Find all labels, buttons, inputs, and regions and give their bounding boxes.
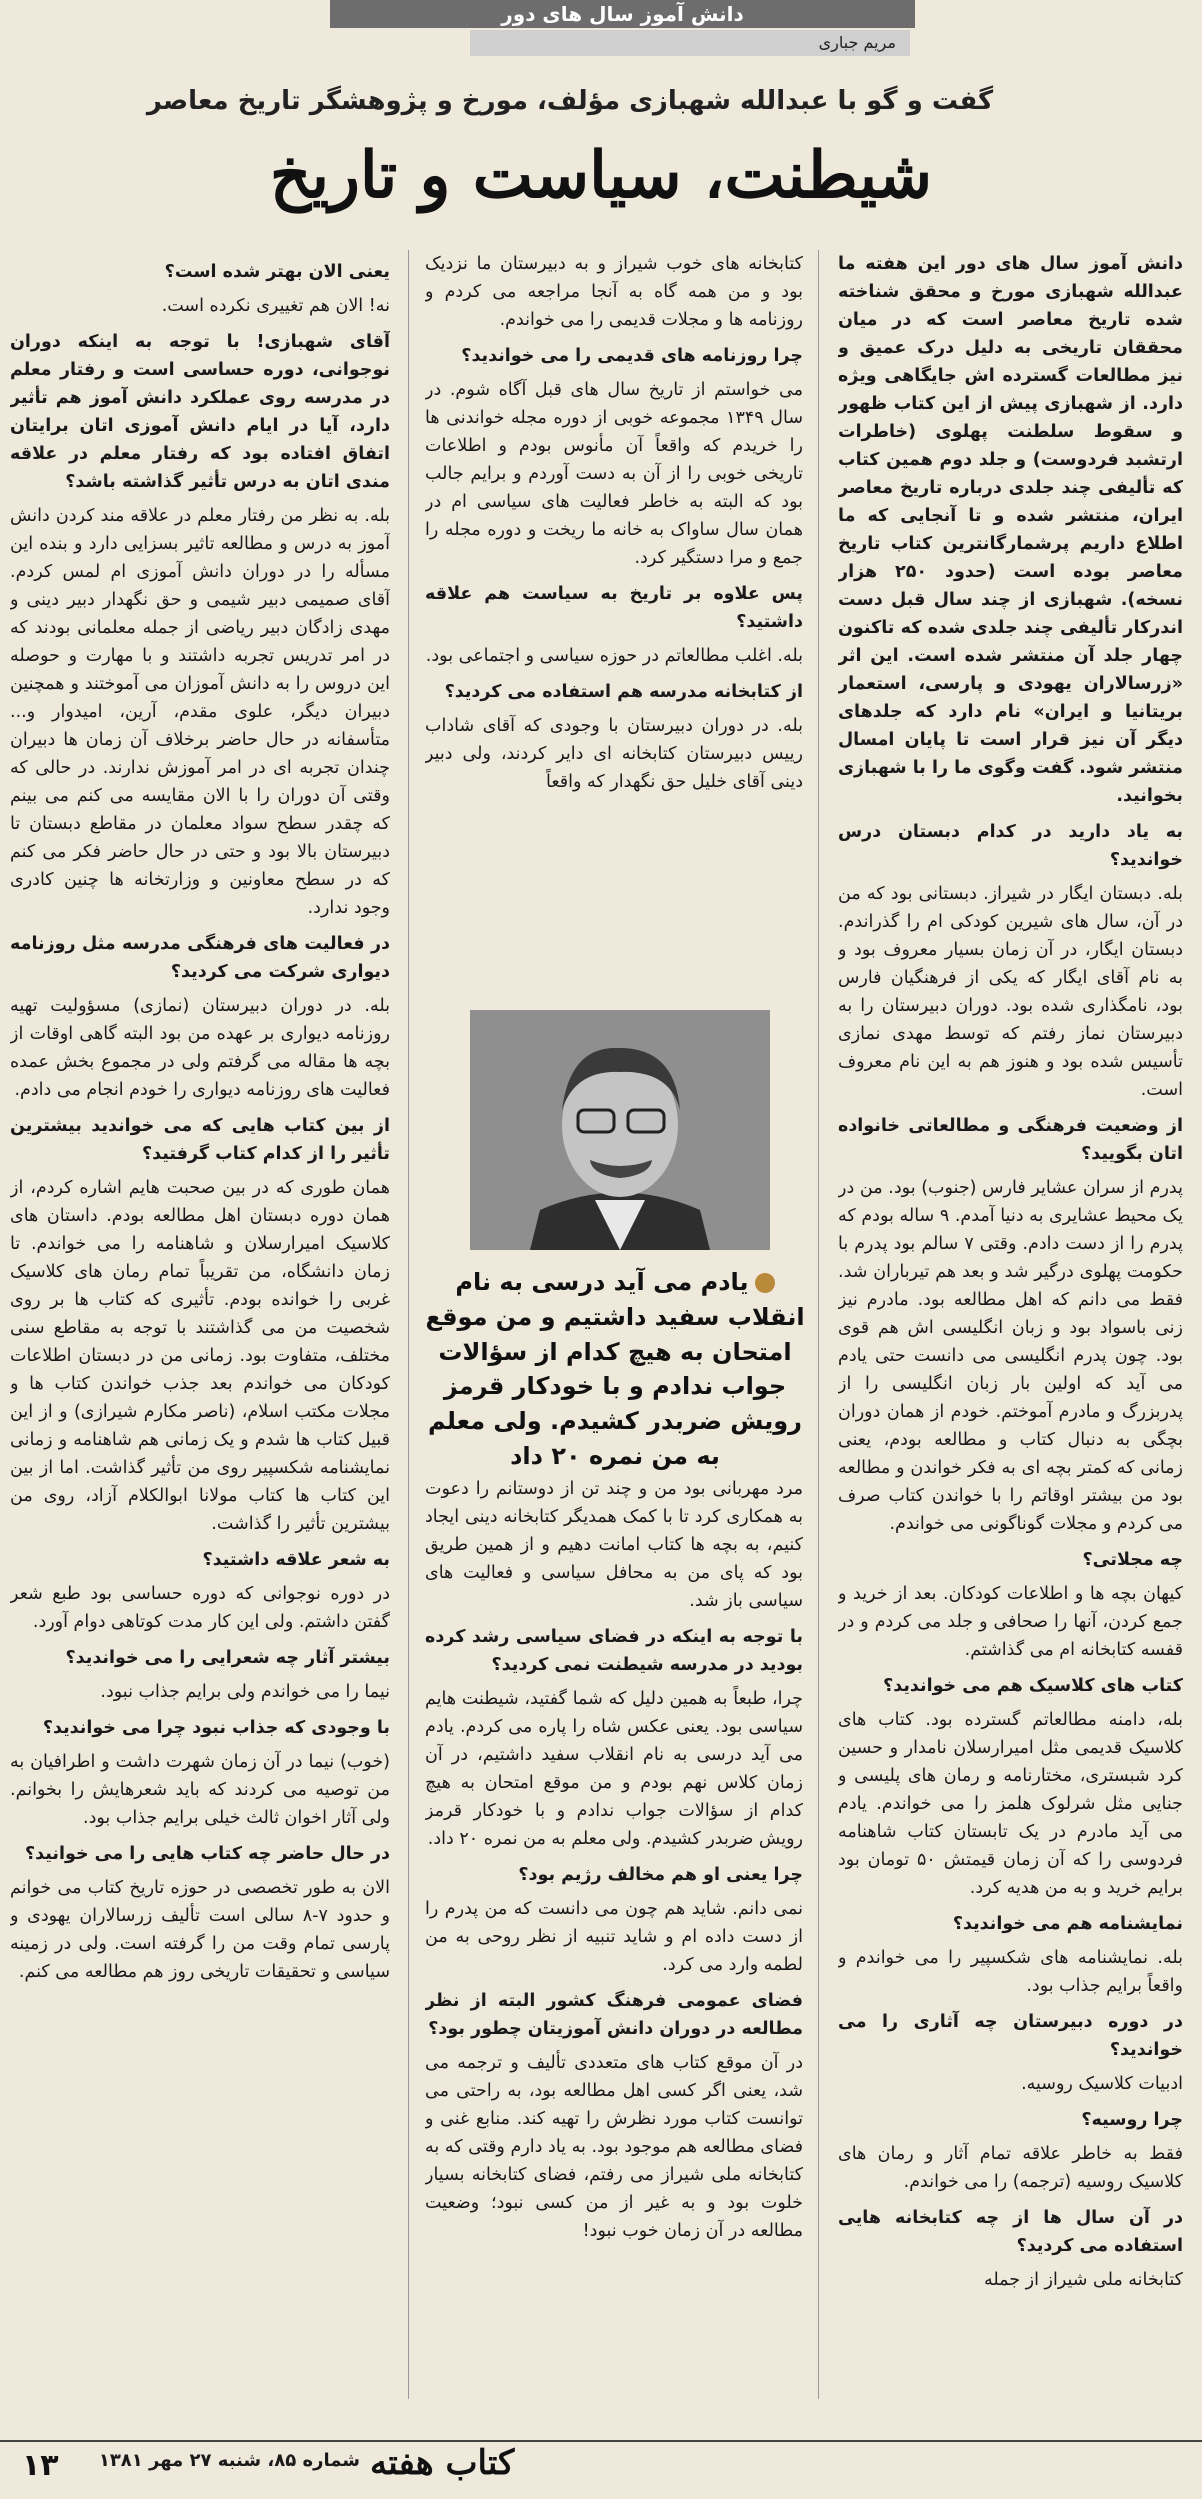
answer: فقط به خاطر علاقه تمام آثار و رمان های کلاسیک روسیه (ترجمه) را می خواندم. [838,2144,1183,2192]
answer: مرد مهربانی بود من و چند تن از دوستانم را دعوت به همکاری کرد تا با کمک همدیگر کتابخانه دینی ایجاد کنیم، به بچه ها کتاب امانت دهیم و از همین طریق بود که پای من به محافل سیاسی و فعالیت های سیاسی باز شد. [425,1479,803,1611]
answer: بله. اغلب مطالعاتم در حوزه سیاسی و اجتماعی بود. [425,646,803,666]
interviewee-photo [470,1010,770,1250]
question: به یاد دارید در کدام دبستان درس خواندید؟ [838,822,1183,870]
answer: بله، دامنه مطالعاتم گسترده بود. کتاب های کلاسیک قدیمی مثل امیرارسلان نامدار و حسین کرد شبستری، مختارنامه و رمان های پلیسی و جنایی مثل شرلوک هلمز را می خواندم. یادم می آید مادرم در یک تابستان کتاب شاهنامه فردوسی را که آن زمان قیمتش ۵۰ تومان بود برایم خرید و به من هدیه کرد. [838,1710,1183,1898]
answer: همان طوری که در بین صحبت هایم اشاره کردم، از همان دوره دبستان اهل مطالعه بودم. داستان های کلاسیک امیرارسلان و شاهنامه را می خواندم. تا زمان دانشگاه، من تقریباً تمام رمان های کلاسیک غربی را خوانده بودم. تأثیری که کتاب ها بر روی شخصیت من می گذاشتند با توجه به مقاطع سنی مختلف، متفاوت بود. زمانی من در دبستان اطلاعات کودکان می خواندم بعد جذب خواندن کتاب ها و مجلات مکتب اسلام، (ناصر مکارم شیرازی) و از این قبیل کتاب ها شدم و یک زمانی هم شاهنامه و زمانی نمایشنامه شکسپیر روی من تأثیر گذاشت. اما از بین این کتاب ها کتاب مولانا ابوالکلام آزاد، روی من بیشترین تأثیر را گذاشت. [10,1178,390,1534]
answer: کتابخانه ملی شیراز از جمله [983,2270,1183,2290]
answer: نمی دانم. شاید هم چون می دانست که من پدرم را از دست داده ام و شاید تنبیه از نظر روحی به من لطمه وارد می کرد. [425,1899,803,1975]
column-divider [818,250,819,2399]
answer: کتابخانه های خوب شیراز و به دبیرستان ما نزدیک بود و من همه گاه به آنجا مراجعه می کردم و روزنامه ها و مجلات قدیمی را می خواندم. [425,254,803,330]
question: بیشتر آثار چه شعرایی را می خواندید؟ [65,1648,390,1668]
answer: در دوره نوجوانی که دوره حساسی بود طبع شعر گفتن داشتم. ولی این کار مدت کوتاهی دوام آورد. [10,1584,390,1632]
answer: بله. دبستان ایگار در شیراز. دبستانی بود که من در آن، سال های شیرین کودکی ام را گذراندم. دبستان ایگار، در آن زمان بسیار معروف بود و به نام آقای ایگار که یکی از فرهنگیان فارس بود، نامگذاری شده بود. دوران دبیرستان را به دبیرستان نماز رفتم که توسط مهدی نمازی تأسیس شده بود و هنوز هم به این نام معروف است. [838,884,1183,1100]
question: از بین کتاب هایی که می خواندید بیشترین تأثیر را از کدام کتاب گرفتید؟ [10,1116,390,1164]
answer: می خواستم از تاریخ سال های قبل آگاه شوم. در سال ۱۳۴۹ مجموعه خوبی از دوره مجله خواندنی ها را خریدم که واقعاً آن مأنوس بودم و اطلاعات تاریخی خوبی را از آن به دست آوردم و برایم جالب بود که البته به خاطر فعالیت های سیاسی ام در همان سال ساواک به خانه ما ریخت و دوره مجله را جمع و مرا دستگیر کرد. [425,380,803,568]
question: با وجودی که جذاب نبود چرا می خواندید؟ [42,1718,390,1738]
question: از کتابخانه مدرسه هم استفاده می کردید؟ [444,682,803,702]
column-divider [408,250,409,2399]
answer: الان به طور تخصصی در حوزه تاریخ کتاب می خوانم و حدود ۷-۸ سالی است تألیف زرسالاران یهودی و پارسی تمام وقت من را گرفته است. ولی در زمینه سیاسی و تحقیقات تاریخی روز هم مطالعه می کنم. [10,1878,390,1982]
question: در فعالیت های فرهنگی مدرسه مثل روزنامه دیواری شرکت می کردید؟ [10,934,390,982]
question: چرا روزنامه های قدیمی را می خواندید؟ [461,346,803,366]
intro-paragraph: دانش آموز سال های دور این هفته ما عبدالله شهبازی مورخ و محقق شناخته شده تاریخ معاصر است که در میان محققان تاریخی به دلیل درک عمیق و نیز مطالعات گسترده اش جایگاهی ویژه دارد. از شهبازی پیش از این کتاب ظهور و سقوط سلطنت پهلوی (خاطرات ارتشبد فردوست) و جلد دوم همین کتاب که تألیفی چند جلدی درباره تاریخ معاصر ایران، منتشر شده و تا آنجایی که ما اطلاع داریم پرشمارگانترین کتاب تاریخ معاصر بوده است (حدود ۲۵۰ هزار نسخه). شهبازی از چند سال قبل دست اندرکار تألیفی چند جلدی شده که تاکنون چهار جلد آن منتشر شده است. این اثر «زرسالاران یهودی و پارسی، استعمار بریتانیا و ایران» نام دارد که جلدهای دیگر آن نیز قرار است تا پایان امسال منتشر شود. گفت وگوی ما را با شهبازی بخوانید. [838,254,1183,806]
question: از وضعیت فرهنگی و مطالعاتی خانواده اتان بگویید؟ [838,1116,1183,1164]
pull-quote-text: یادم می آید درسی به نام انقلاب سفید داشتیم و من موقع امتحان به هیچ کدام از سؤالات جواب ندادم و با خودکار قرمز رویش ضربدر کشیدم. ولی معلم به من نمره ۲۰ داد [425,1268,805,1470]
question: فضای عمومی فرهنگ کشور البته از نظر مطالعه در دوران دانش آموزیتان چطور بود؟ [425,1991,803,2039]
column-left [10,250,390,2399]
bullet-dot-icon [755,1273,775,1293]
question: در حال حاضر چه کتاب هایی را می خوانید؟ [25,1844,390,1864]
question: چرا یعنی او هم مخالف رژیم بود؟ [518,1865,803,1885]
article-title: شیطنت، سیاست و تاریخ [269,138,933,213]
question: پس علاوه بر تاریخ به سیاست هم علاقه داشتید؟ [425,584,803,632]
answer: پدرم از سران عشایر فارس (جنوب) بود. من در یک محیط عشایری به دنیا آمدم. ۹ ساله بودم که پدرم را از دست دادم. وقتی ۷ سالم بود پدرم با حکومت پهلوی درگیر شد و بعد هم تیرباران شد. فقط می دانم که اهل مطالعه بود. مادرم نیز زنی باسواد بود و زبان انگلیسی اش هم قوی بود. چون پدرم انگلیسی می دانست حتی یادم می آید که اولین بار زبان انگلیسی را از پدربزرگ و مادرم آموختم. خودم از همان دوران بچگی به دنبال کتاب و مطالعه بودم، یعنی زمانی که کمتر بچه ای به فکر خواندن و مطالعه بود من بیشتر اوقاتم را با خواندن کتاب صرف می کردم و مجلات گوناگونی می خواندم. [838,1178,1183,1534]
question: آقای شهبازی! با توجه به اینکه دوران نوجوانی، دوره حساسی است و رفتار معلم در مدرسه روی عملکرد دانش آموز هم تأثیر دارد، آیا در ایام دانش آموزی اتان برایتان اتفاق افتاده بود که رفتار معلم در علاقه مندی اتان به درس تأثیر گذاشته باشد؟ [10,332,390,492]
answer: بله. در دوران دبیرستان با وجودی که آقای شاداب رییس دبیرستان کتابخانه ای دایر کردند، ولی دبیر دینی آقای خلیل حق نگهدار که واقعاً [425,716,803,792]
answer: بله. در دوران دبیرستان (نمازی) مسؤولیت تهیه روزنامه دیواری بر عهده من بود البته گاهی اوقات از بچه ها مقاله می گرفتم ولی در مجموع بخش عمده فعالیت های روزنامه دیواری را خودم انجام می دادم. [10,996,390,1100]
page-number: ۱۳ [22,2448,59,2483]
answer: ادبیات کلاسیک روسیه. [1021,2074,1183,2094]
question: چرا روسیه؟ [1081,2110,1183,2130]
question: یعنی الان بهتر شده است؟ [164,262,390,282]
answer: (خوب) نیما در آن زمان شهرت داشت و اطرافیان به من توصیه می کردند که باید شعرهایش را بخوانم. ولی آثار اخوان ثالث خیلی برایم جذاب بود. [10,1752,390,1828]
answer: در آن موقع کتاب های متعددی تألیف و ترجمه می شد، یعنی اگر کسی اهل مطالعه بود، به راحتی می توانست کتاب مورد نظرش را تهیه کند. منابع غنی و فضای مطالعه هم موجود بود. به یاد دارم وقتی که به کتابخانه ملی شیراز می رفتم، فضای کتابخانه بسیار خلوت بود و به غیر از من کسی نبود؛ وضعیت مطالعه در آن زمان خوب نبود! [425,2053,803,2241]
question: در دوره دبیرستان چه آثاری را می خواندید؟ [838,2012,1183,2060]
question: در آن سال ها از چه کتابخانه هایی استفاده می کردید؟ [838,2208,1183,2256]
section-header: دانش آموز سال های دور [330,0,915,28]
answer: بله. نمایشنامه های شکسپیر را می خواندم و واقعاً برایم جذاب بود. [838,1948,1183,1996]
pull-quote [425,1265,805,1474]
question: نمایشنامه هم می خواندید؟ [952,1914,1183,1934]
answer: بله. به نظر من رفتار معلم در علاقه مند کردن دانش آموز به درس و مطالعه تاثیر بسزایی دارد و بنده این مسأله را در دوران دانش آموزی ام لمس کردم. آقای صمیمی دبیر شیمی و حق نگهدار دبیر دینی و مهدی زادگان دبیر ریاضی از جمله معلمانی بودند که در امر تدریس تجربه داشتند و با مهارت و حوصله این دروس را به دانش آموزان می آموختند و همچنین دبیران دیگر، علوی مقدم، آرین، امیدوار و... متأسفانه در حال حاضر برخلاف آن زمان ها دبیران چندان تجربه ای در امر آموزش ندارند. در حالی که وقتی آن دوران را با الان مقایسه می کنم می بینم که چقدر سطح سواد معلمان در مقاطع دبستان تا دبیرستان بالا بود و حتی در حال حاضر فکر می کنم که در سطح معاونین و وزارتخانه ها چنین کادری وجود ندارد. [10,506,390,918]
question: چه مجلاتی؟ [1082,1550,1183,1570]
publication-logo: کتاب هفته [370,2443,515,2483]
author-byline: مریم جباری [470,30,910,56]
question: کتاب های کلاسیک هم می خواندید؟ [883,1676,1183,1696]
issue-info: شماره ۸۵، شنبه ۲۷ مهر ۱۳۸۱ [98,2450,360,2471]
answer: نیما را می خواندم ولی برایم جذاب نبود. [100,1682,390,1702]
column-middle-bottom [425,1475,803,2399]
question: با توجه به اینکه در فضای سیاسی رشد کرده بودید در مدرسه شیطنت نمی کردید؟ [425,1627,803,1675]
answer: کیهان بچه ها و اطلاعات کودکان. بعد از خرید و جمع کردن، آنها را صحافی و جلد می کردم و در قفسه کتابخانه ام می گذاشتم. [838,1584,1183,1660]
super-title: گفت و گو با عبدالله شهبازی مؤلف، مورخ و پژوهشگر تاریخ معاصر [146,86,994,116]
answer: چرا، طبعاً به همین دلیل که شما گفتید، شیطنت هایم سیاسی بود. یعنی عکس شاه را پاره می کردم. یادم می آید درسی به نام انقلاب سفید داشتیم، در آن زمان کلاس نهم بودم و من موقع امتحان به هیچ کدام از سؤالات جواب ندادم و با خودکار قرمز رویش ضربدر کشیدم. ولی معلم به من نمره ۲۰ داد. [425,1689,803,1849]
column-right [838,250,1183,2399]
answer: نه! الان هم تغییری نکرده است. [161,296,390,316]
question: به شعر علاقه داشتید؟ [202,1550,390,1570]
column-middle-top [425,250,803,995]
